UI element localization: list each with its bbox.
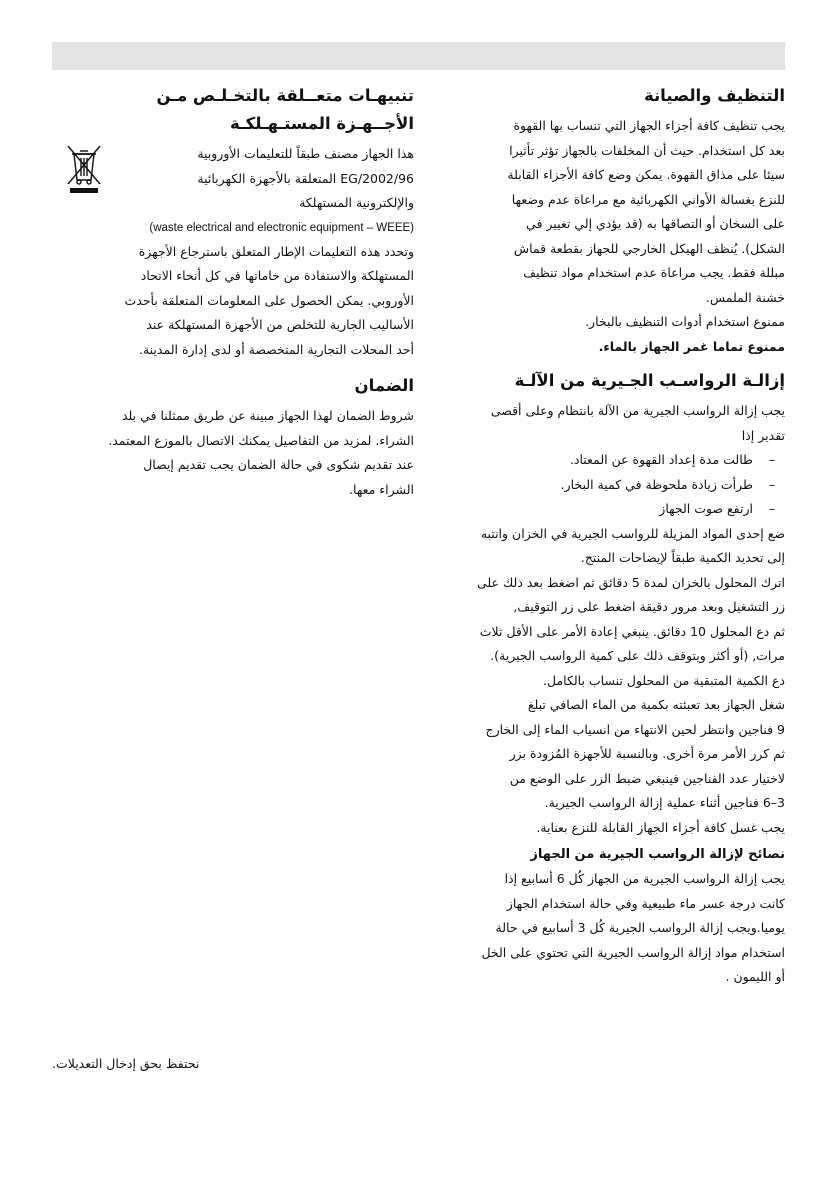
text-line: كانت درجة عسر ماء طبيعية وفي حالة استخدام الجهاز [506, 895, 785, 911]
descaling-tips [435, 867, 785, 990]
dash-bullet: – [768, 501, 775, 516]
text-line: الأوروبي. يمكن الحصول على المعلومات المتعلقة بأحدث [124, 292, 414, 308]
text-line: ثم كرر الأمر مرة أخرى. وبالنسبة للأجهزة المُزودة بزر [509, 746, 785, 761]
text-line: المستهلكة والاستفادة من خاماتها في كل أنحاء الاتحاد [140, 268, 414, 283]
descaling-intro [435, 399, 785, 448]
text-line: مبللة فقط. يجب مراعاة عدم استخدام مواد تنظيف [523, 265, 785, 280]
disposal-title-line1: تنبيهـات متعــلقة بالتخـلـص مـن [156, 86, 414, 105]
weee-block [52, 142, 414, 216]
disposal-title-line2: الأجــهـزة المستـهـلكـة [230, 114, 414, 133]
text-line: شغل الجهاز بعد تعبئته بكمية من الماء الصافي تبلغ [527, 697, 785, 712]
text-line: يوميا.ويجب إزالة الرواسب الجيرية كُل 3 أسابيع في حالة [495, 920, 785, 935]
text-line: زر التشغيل وبعد مرور دقيقة اضغط على زر التوقيف, [513, 599, 785, 614]
footer-note: نحتفظ بحق إدخال التعديلات. [52, 1056, 200, 1071]
right-column [435, 82, 785, 990]
text-line: سيئا على مذاق القهوة. يمكن وضع كافة الأجزاء القابلة [507, 167, 785, 182]
dash-bullet: – [768, 452, 775, 467]
descaling-tips-title: نصائح لإزالة الرواسب الجيرية من الجهاز [530, 847, 785, 862]
list-item: –طرأت زيادة ملحوظة في كمية البخار. [435, 473, 785, 498]
text-line: يجب غسل كافة أجزاء الجهاز القابلة للنزع بعناية. [536, 819, 785, 835]
text-line: على السخان أو التصاقها به (قد يؤدي إلي تغيير في [526, 216, 785, 231]
weee-english: (waste electrical and electronic equipment – WEEE) [149, 221, 414, 234]
descaling-bullets [435, 448, 785, 522]
text-line: ثم دع المحلول 10 دقائق. ينبغي إعادة الأمر على الأقل ثلاث [479, 623, 785, 639]
text-line: عند تقديم شكوى في حالة الضمان يجب تقديم إيصال [143, 457, 414, 472]
text-line: بعد كل استخدام. حيث أن المخلفات بالجهاز تؤثر تأثيرا [509, 142, 785, 158]
text-line: والإلكترونية المستهلكة [299, 195, 414, 210]
text-line: وتحدد هذه التعليمات الإطار المتعلق باسترجاع الأجهزة [138, 243, 414, 259]
text-line: تقدير إذا [741, 427, 785, 443]
cleaning-title: التنظيف والصيانة [643, 86, 785, 105]
descaling-title: إزالـة الرواسـب الجـيرية من الآلـة [514, 371, 785, 390]
dash-bullet: – [768, 476, 775, 492]
text-line: هذا الجهاز مصنف طبقاً للتعليمات الأوروبية [197, 146, 414, 161]
text-line: يجب إزالة الرواسب الجيرية من الآلة بانتظام وعلى أقصى [490, 403, 785, 418]
descaling-steps [435, 522, 785, 841]
text-line: لاختيار عدد الفناجين فينبغي ضبط الزر على الوضع من [509, 770, 785, 786]
text-line: اترك المحلول بالخزان لمدة 5 دقائق ثم اضغط بعد ذلك على [477, 574, 785, 590]
text-line: مرات, (أو أكثر ويتوقف ذلك على كمية الرواسب الجيرية). [490, 648, 785, 663]
text-line: الأساليب الجارية للتخلص من الأجهزة المستهلكة عند [146, 317, 414, 332]
weee-text [108, 142, 414, 216]
steam-warning: ممنوع استخدام أدوات التنظيف بالبخار. [585, 314, 785, 329]
text-line: الشراء. لمزيد من التفاصيل يمكنك الاتصال بالموزع المعتمد. [108, 432, 414, 448]
text-line: الشراء معها. [349, 481, 414, 497]
text-line: إلى تحديد الكمية طبقاً لإيضاحات المنتج. [580, 550, 785, 565]
text-line: للنزع بغسالة الأواني الكهربائية مع مراعاة عدم وضعها [511, 191, 785, 207]
header-bar [52, 42, 785, 70]
left-column [52, 82, 414, 502]
text-line: 2002/96/EG المتعلقة بالأجهزة الكهربائية [197, 170, 414, 186]
text-line: أحد المحلات التجارية المتخصصة أو لدى إدارة المدينة. [138, 341, 414, 357]
water-warning: ممنوع تماما غمر الجهاز بالماء. [598, 338, 785, 354]
text-line: 3–6 فناجين أثناء عملية إزالة الرواسب الجيرية. [544, 795, 785, 810]
text-line: 9 فناجين وانتظر لحين الانتهاء من انسياب الماء إلى الخارج [485, 721, 785, 737]
text-line: شروط الضمان لهذا الجهاز مبينة عن طريق ممثلنا في بلد [121, 408, 414, 423]
weee-line-with-bar [108, 191, 414, 216]
text-line: خشنة الملمس. [705, 289, 785, 305]
crossed-bin-icon [64, 142, 104, 194]
text-line: يجب تنظيف كافة أجزاء الجهاز التي تنساب بها القهوة [513, 118, 785, 133]
warranty-title: الضمان [354, 376, 414, 395]
list-item: –طالت مدة إعداد القهوة عن المعتاد. [435, 448, 785, 473]
text-line: الشكل). يُنظف الهيكل الخارجي للجهاز بقطعة قماش [513, 240, 785, 256]
warranty-paragraph [52, 404, 414, 502]
cleaning-paragraph [435, 114, 785, 359]
text-line: ضع إحدى المواد المزيلة للرواسب الجيرية في الخزان وانتبه [480, 525, 785, 541]
list-item: –ارتفع صوت الجهاز [435, 497, 785, 522]
text-line: أو الليمون . [725, 969, 785, 984]
text-line: دع الكمية المتبقية من المحلول تنساب بالكامل. [543, 672, 785, 688]
disposal-paragraph [52, 240, 414, 363]
text-line: استخدام مواد إزالة الرواسب الجيرية التي تحتوي على الخل [481, 944, 785, 960]
text-line: يجب إزالة الرواسب الجيرية من الجهاز كُل 6 أسابيع إذا [504, 871, 785, 886]
